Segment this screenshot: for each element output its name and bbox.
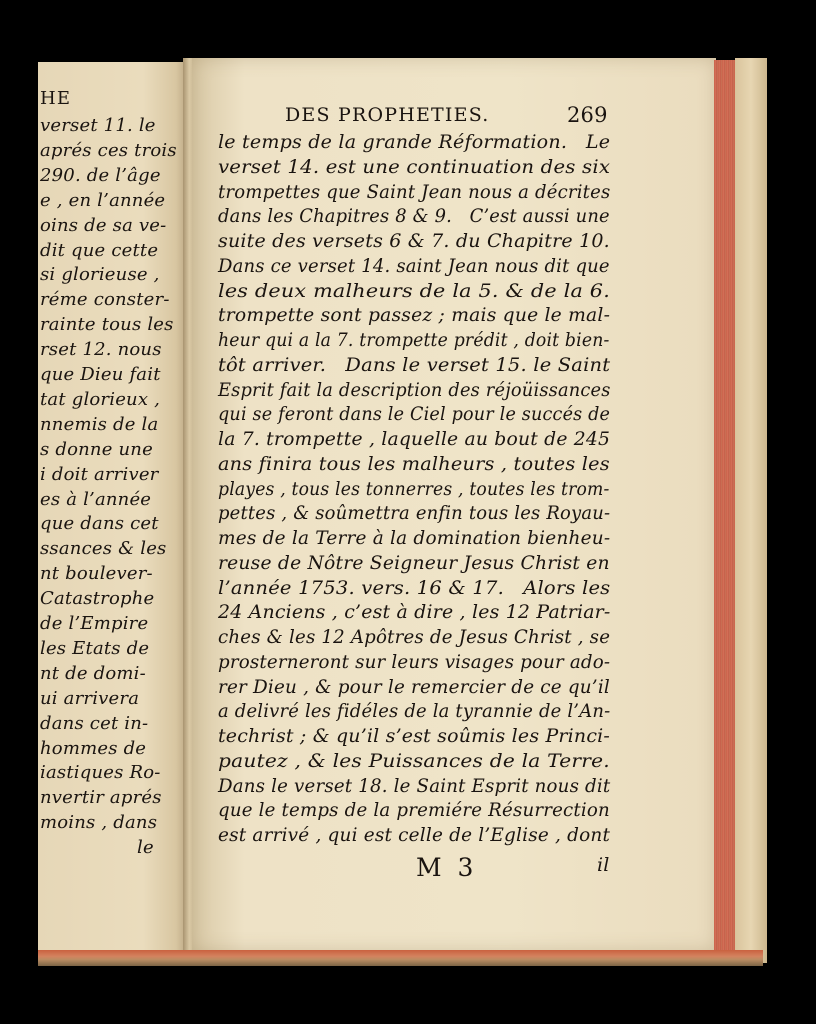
left-text-line: les Etats de	[40, 637, 150, 659]
running-head: DES PROPHETIES.	[285, 104, 490, 126]
page-edges-tan	[735, 58, 767, 963]
left-text-line: nnemis de la	[40, 413, 159, 435]
body-text-line: ans finira tous les malheurs , toutes les	[218, 452, 610, 475]
signature-mark: M 3	[416, 853, 478, 882]
body-text-line: rer Dieu , & pour le remercier de ce qu’il	[218, 675, 610, 698]
left-text-line: es à l’année	[40, 488, 152, 510]
left-text-line: dit que cette	[40, 239, 159, 261]
left-text-line: Catastrophe	[40, 588, 155, 610]
body-text-line: dans les Chapitres 8 & 9. C’est aussi une	[218, 205, 610, 228]
left-text-line: ui arrivera	[40, 687, 140, 709]
body-text-line: Esprit fait la description des réjoüissances	[218, 378, 611, 401]
left-text-line: tat glorieux ,	[40, 388, 161, 410]
left-text-line: que Dieu fait	[40, 364, 161, 385]
body-text-line: 24 Anciens , c’est à dire , les 12 Patriar-	[218, 601, 611, 624]
body-text-line: pautez , & les Puissances de la Terre.	[218, 749, 610, 772]
body-text-line: la 7. trompette , laquelle au bout de 245	[218, 428, 611, 450]
body-text-line: playes , tous les tonnerres , toutes les trom-	[218, 477, 610, 500]
left-text-line: rset 12. nous	[40, 339, 162, 361]
body-text-line: qui se feront dans le Ciel pour le succés de	[218, 403, 611, 426]
body-text-line: pettes , & soûmettra enfin tous les Royau-	[218, 502, 611, 525]
left-text-line: oins de sa ve-	[40, 214, 167, 236]
body-text-line: reuse de Nôtre Seigneur Jesus Christ en	[218, 551, 610, 574]
left-text-line: ssances & les	[40, 538, 167, 560]
left-text-line: e , en l’année	[40, 189, 166, 211]
book-bottom-edge	[38, 950, 763, 966]
left-text-line: iastiques Ro-	[40, 762, 161, 784]
body-text-line: ches & les 12 Apôtres de Jesus Christ , se	[218, 626, 611, 648]
left-text-line: aprés ces trois	[40, 139, 177, 161]
body-text-line: que le temps de la premiére Résurrection	[218, 799, 610, 822]
body-text-line: techrist ; & qu’il s’est soûmis les Princi-	[218, 725, 610, 747]
body-text-line: suite des versets 6 & 7. du Chapitre 10.	[218, 230, 610, 252]
page-edges-red	[714, 60, 736, 953]
body-text-line: Dans ce verset 14. saint Jean nous dit que	[218, 254, 610, 277]
page-number: 269	[567, 103, 608, 127]
left-text-line: rainte tous les	[40, 314, 174, 336]
body-text-line: est arrivé , qui est celle de l’Eglise , dont	[218, 824, 611, 846]
left-text-line: i doit arriver	[40, 463, 159, 485]
body-text-line: tôt arriver. Dans le verset 15. le Saint	[218, 353, 611, 376]
background-gap	[38, 40, 778, 58]
body-text-line: le temps de la grande Réformation. Le	[218, 131, 611, 153]
left-text-line: hommes de	[40, 737, 147, 759]
body-text-line: l’année 1753. vers. 16 & 17. Alors les	[218, 576, 611, 599]
left-text-line: verset 11. le	[40, 115, 156, 136]
body-text-line: Dans le verset 18. le Saint Esprit nous dit	[218, 774, 611, 797]
catchword: il	[597, 854, 610, 876]
left-text-line: de l’Empire	[40, 613, 149, 634]
body-text-line: trompette sont passez ; mais que le mal-	[218, 304, 611, 327]
left-text-line: 290. de l’âge	[40, 164, 161, 186]
left-text-line: moins , dans	[40, 812, 158, 834]
left-text-line: si glorieuse ,	[40, 264, 160, 286]
left-text-line: nvertir aprés	[40, 787, 162, 809]
left-text-line: nt de domi-	[40, 662, 146, 684]
left-text-line: nt boulever-	[40, 563, 153, 585]
left-running-head: HE	[40, 88, 72, 109]
left-text-line: s donne une	[40, 438, 153, 460]
left-text-line: réme conster-	[40, 289, 170, 311]
body-text-line: verset 14. est une continuation des six	[218, 155, 611, 178]
left-text-line: que dans cet	[40, 513, 159, 535]
body-text-line: les deux malheurs de la 5. & de la 6.	[218, 279, 610, 302]
left-text-line: dans cet in-	[40, 712, 149, 734]
body-text-line: mes de la Terre à la domination bienheu-	[218, 527, 611, 549]
left-text-line: le	[137, 837, 154, 859]
body-text-line: trompettes que Saint Jean nous a décrites	[218, 180, 611, 203]
body-text-line: a delivré les fidéles de la tyrannie de l’An-	[218, 700, 611, 723]
body-text-line: heur qui a la 7. trompette prédit , doit bien-	[218, 329, 610, 351]
body-text-line: prosterneront sur leurs visages pour ado-	[218, 650, 611, 673]
